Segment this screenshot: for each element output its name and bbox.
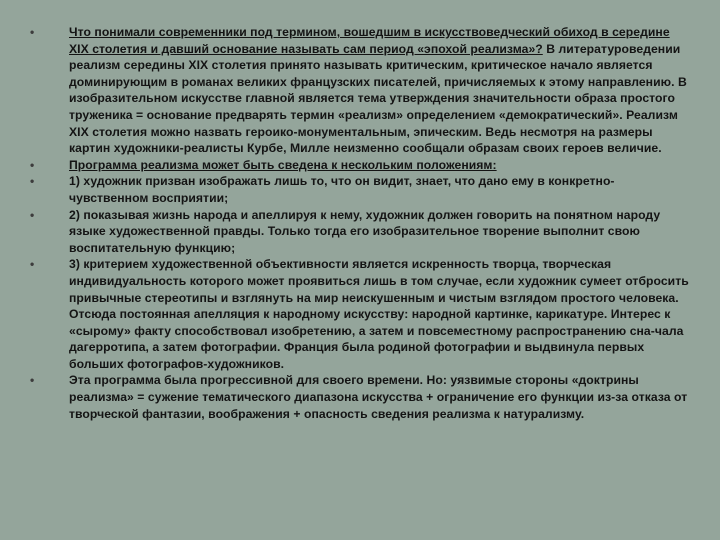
bullet-icon: • <box>30 25 35 39</box>
bullet-item-conclusion <box>30 372 690 422</box>
paragraph-text: В литературоведении реализм середины XIX столетия принято называть критическим, критическое начало является доминирующим в романах великих французских писателей, причисляемых к этому направлению. В изобразительном искусстве главной является тема утверждения значительности образа простого труженика = основание предварять термин «реализм» определением «демократический». Реализм XIX столетия можно назвать героико-монументальным, эпическим. Ведь несмотря на размеры картин художники-реалисты Курбе, Милле неизменно сообщали образам своих героев величие. <box>69 41 687 156</box>
bullet-item-question <box>30 24 690 157</box>
program-heading: Программа реализма может быть сведена к нескольким положениям: <box>69 157 497 172</box>
bullet-item-point-2 <box>30 207 690 257</box>
bullet-item-point-3 <box>30 256 690 372</box>
point-1-text: 1) художник призван изображать лишь то, что он видит, знает, что дано ему в конкретно-чувственном восприятии; <box>69 174 615 205</box>
conclusion-text: Эта программа была прогрессивной для своего времени. Но: уязвимые стороны «доктрины реализма» = сужение тематического диапазона искусства + ограничение его функции из-за отказа от творческой фантазии, воображения + опасность сведения реализма к натурализму. <box>69 373 688 421</box>
bullet-item-program <box>30 157 690 174</box>
point-2-text: 2) показывая жизнь народа и апеллируя к нему, художник должен говорить на понятном народу языке художественной правды. Только тогда его изобразительное творение выполнит свою воспитательную функцию; <box>69 207 661 255</box>
question-text: Что понимали современники под термином, вошедшим в искусствоведческий обиход в середине XIX столетия и давший основание называть сам период «эпохой реализма»? <box>69 25 670 56</box>
bullet-icon: • <box>30 373 35 388</box>
point-3-text: 3) критерием художественной объективности является искренность творца, творческая индивидуальность которого может проявиться лишь в том случае, если художник сумеет отбросить привычные стереотипы и взглянуть на мир неискушенным и чистым взглядом простого человека. Отсюда постоянная апелляция к народному искусству: народной картинке, карикатуре. Интерес к «сырому» факту способствовал изобретению, а затем и повсеместному распространению сна-чала дагерротипа, а затем фотографии. Франция была родиной фотографии и выдвинула первых больших фотографов-художников. <box>69 257 689 371</box>
bullet-icon: • <box>30 174 35 189</box>
bullet-item-point-1 <box>30 173 690 206</box>
bullet-icon: • <box>30 157 35 172</box>
bullet-icon: • <box>30 257 35 272</box>
bullet-list <box>30 24 690 422</box>
bullet-icon: • <box>30 207 35 222</box>
